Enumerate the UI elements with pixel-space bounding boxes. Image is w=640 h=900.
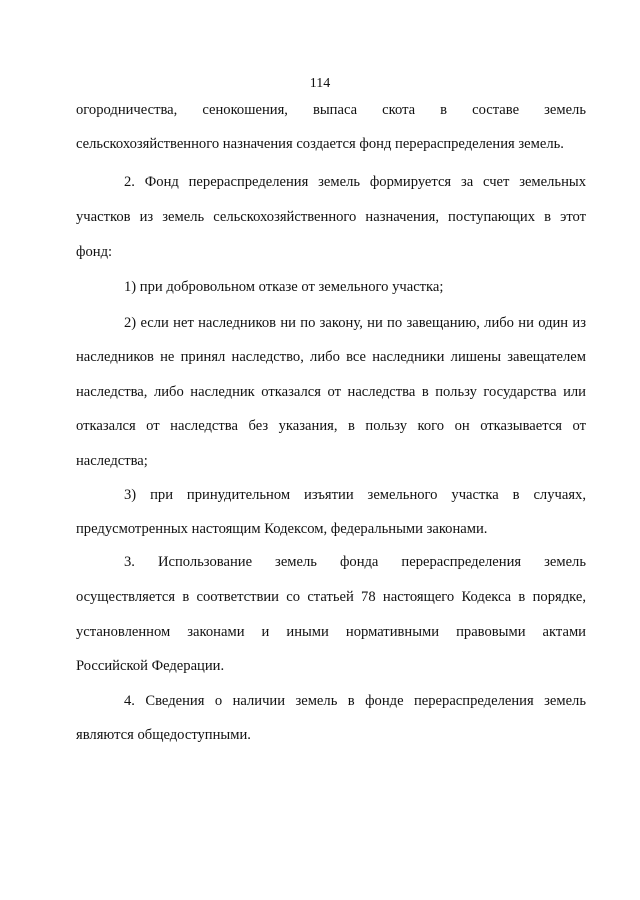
text-line: предусмотренных настоящим Кодексом, федеральными законами.	[76, 521, 488, 537]
text-line: 2) если нет наследников ни по закону, ни по завещанию, либо ни один из	[124, 315, 586, 331]
text-line: 1) при добровольном отказе от земельного участка;	[124, 279, 444, 295]
text-line: 3) при принудительном изъятии земельного участка в случаях,	[124, 487, 586, 503]
text-line: отказался от наследства без указания, в пользу кого он отказывается от	[76, 418, 586, 434]
text-line: огородничества, сенокошения, выпаса скота в составе земель	[76, 102, 586, 118]
text-line: сельскохозяйственного назначения создается фонд перераспределения земель.	[76, 136, 564, 152]
page-number: 114	[309, 76, 331, 91]
text-line: фонд:	[76, 244, 113, 260]
text-line: 2. Фонд перераспределения земель формируется за счет земельных	[124, 174, 586, 190]
text-line: являются общедоступными.	[76, 727, 251, 743]
text-line: осуществляется в соответствии со статьей 78 настоящего Кодекса в порядке,	[76, 589, 586, 605]
text-line: наследства;	[76, 453, 148, 469]
text-line: наследников не принял наследство, либо все наследники лишены завещателем	[76, 349, 586, 365]
text-line: Российской Федерации.	[76, 658, 225, 674]
text-line: установленном законами и иными нормативными правовыми актами	[76, 624, 586, 640]
text-line: участков из земель сельскохозяйственного назначения, поступающих в этот	[76, 209, 586, 225]
text-line: 3. Использование земель фонда перераспределения земель	[124, 554, 586, 570]
text-line: 4. Сведения о наличии земель в фонде перераспределения земель	[124, 693, 586, 709]
text-line: наследства, либо наследник отказался от наследства в пользу государства или	[76, 384, 586, 400]
